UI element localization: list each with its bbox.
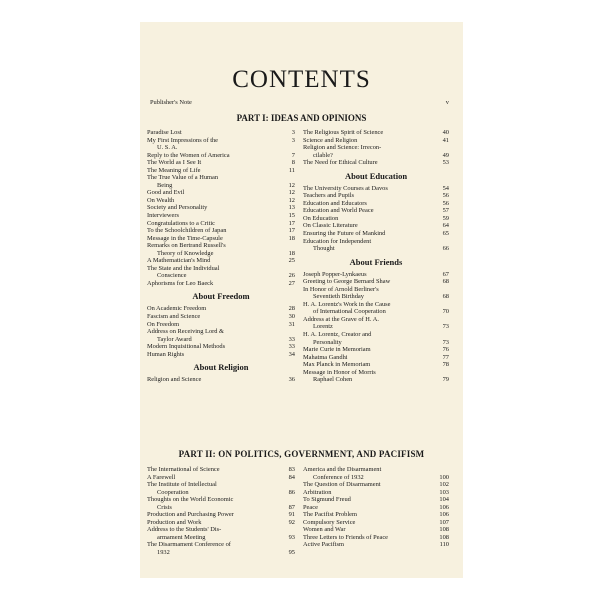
toc-entry-title: Address to the Students' Dis- bbox=[147, 526, 222, 534]
toc-entry bbox=[147, 189, 295, 197]
part-one-heading: PART I: IDEAS AND OPINIONS bbox=[236, 113, 367, 123]
toc-entry bbox=[303, 271, 449, 279]
toc-entry-title: Arbitration bbox=[303, 488, 332, 496]
toc-entry-title: Personality bbox=[313, 338, 342, 346]
toc-entry-title: Seventieth Birthday bbox=[313, 293, 364, 301]
toc-entry-title: Thought bbox=[313, 245, 335, 253]
toc-entry bbox=[147, 182, 295, 190]
toc-entry bbox=[303, 346, 449, 354]
toc-entry-title: In Honor of Arnold Berliner's bbox=[303, 285, 379, 293]
toc-entry bbox=[303, 245, 449, 253]
toc-entry bbox=[303, 519, 449, 527]
about-freedom-heading: About Freedom bbox=[192, 291, 250, 302]
toc-entry-title: The Religious Spirit of Science bbox=[303, 129, 384, 136]
toc-entry-page: 108 bbox=[439, 526, 449, 534]
toc-entry-title: Modern Inquisitional Methods bbox=[147, 343, 226, 351]
toc-entry bbox=[303, 489, 449, 497]
toc-entry-page: 106 bbox=[439, 511, 449, 519]
toc-entry-page: 95 bbox=[288, 549, 295, 557]
toc-entry bbox=[147, 137, 295, 145]
toc-entry-page: 110 bbox=[439, 541, 449, 549]
part-two-left-column bbox=[147, 466, 295, 557]
about-education-heading: About Education bbox=[344, 170, 408, 181]
toc-entry-title: Ensuring the Future of Mankind bbox=[303, 230, 386, 238]
toc-entry bbox=[147, 343, 295, 351]
toc-entry-title: Education for Independent bbox=[303, 237, 372, 245]
toc-entry bbox=[147, 197, 295, 205]
toc-entry bbox=[147, 474, 295, 482]
toc-entry bbox=[147, 511, 295, 519]
toc-entry-title: Three Letters to Friends of Peace bbox=[303, 533, 388, 541]
about-religion-heading: About Religion bbox=[193, 362, 249, 373]
toc-entry-page: 86 bbox=[288, 488, 295, 496]
toc-entry-page: 59 bbox=[442, 214, 449, 222]
toc-entry bbox=[147, 242, 295, 250]
toc-entry bbox=[303, 293, 449, 301]
toc-entry-title: On Classic Literature bbox=[303, 222, 358, 230]
toc-entry bbox=[303, 144, 449, 152]
toc-entry-page: 41 bbox=[442, 136, 449, 144]
toc-entry-title: H. A. Lorentz, Creator and bbox=[303, 331, 372, 339]
part-two-right-list bbox=[303, 466, 449, 549]
toc-entry-title: cilable? bbox=[313, 151, 333, 159]
toc-entry bbox=[303, 308, 449, 316]
toc-entry-title: The World as I See It bbox=[147, 159, 202, 167]
page-title: CONTENTS bbox=[232, 66, 371, 93]
toc-entry bbox=[147, 212, 295, 220]
toc-entry-title: Address at the Grave of H. A. bbox=[303, 315, 379, 323]
toc-entry-title: Teachers and Pupils bbox=[303, 192, 355, 200]
toc-entry-page: 100 bbox=[439, 473, 449, 481]
toc-entry-title: The Pacifist Problem bbox=[303, 511, 357, 519]
toc-entry-title: America and the Disarmament bbox=[303, 466, 382, 473]
toc-entry bbox=[303, 361, 449, 369]
toc-entry bbox=[303, 354, 449, 362]
toc-entry-title: The State and the Individual bbox=[147, 264, 220, 272]
book-page bbox=[140, 22, 463, 578]
toc-entry bbox=[303, 504, 449, 512]
toc-entry-title: Joseph Popper-Lynkaeus bbox=[303, 270, 367, 278]
toc-entry-page: 106 bbox=[439, 503, 449, 511]
part-two-heading: PART II: ON POLITICS, GOVERNMENT, AND PACIFISM bbox=[178, 449, 425, 459]
toc-entry-title: To Sigmund Freud bbox=[303, 496, 351, 504]
toc-entry bbox=[147, 129, 295, 137]
toc-entry bbox=[303, 200, 449, 208]
part-one-left-column bbox=[147, 129, 295, 384]
toc-entry bbox=[147, 541, 295, 549]
toc-entry bbox=[303, 129, 449, 137]
toc-entry-page: 73 bbox=[442, 323, 449, 331]
toc-entry-page: 83 bbox=[288, 466, 295, 473]
toc-entry-page: 17 bbox=[288, 219, 295, 227]
toc-entry-page: 107 bbox=[439, 518, 449, 526]
toc-entry-page: 15 bbox=[288, 212, 295, 220]
toc-entry-title: Education and Educators bbox=[303, 199, 367, 207]
toc-entry-title: Conference of 1932 bbox=[313, 473, 364, 481]
toc-entry bbox=[303, 192, 449, 200]
toc-entry-title: On Education bbox=[303, 214, 339, 222]
toc-entry-title: On Academic Freedom bbox=[147, 305, 207, 313]
toc-entry-title: Congratulations to a Critic bbox=[147, 219, 215, 227]
toc-entry-page: 67 bbox=[442, 270, 449, 278]
toc-entry-page: 93 bbox=[288, 533, 295, 541]
toc-entry bbox=[147, 481, 295, 489]
toc-entry-page: 91 bbox=[288, 511, 295, 519]
toc-entry-title: Education and World Peace bbox=[303, 207, 374, 215]
toc-entry-title: Raphael Cohen bbox=[313, 376, 353, 384]
toc-entry bbox=[303, 526, 449, 534]
toc-entry-title: Cooperation bbox=[157, 488, 189, 496]
toc-entry bbox=[303, 331, 449, 339]
toc-entry bbox=[147, 159, 295, 167]
toc-entry bbox=[303, 496, 449, 504]
toc-entry-page: 79 bbox=[442, 376, 449, 384]
toc-entry bbox=[147, 152, 295, 160]
toc-entry-title: A Mathematician's Mind bbox=[147, 257, 211, 265]
toc-entry-page: 33 bbox=[288, 335, 295, 343]
toc-entry-title: Compulsory Service bbox=[303, 518, 356, 526]
toc-entry-title: Production and Purchasing Power bbox=[147, 511, 234, 519]
part-one-left-list bbox=[147, 129, 295, 287]
toc-entry-page: 56 bbox=[442, 199, 449, 207]
toc-entry-page: 70 bbox=[442, 308, 449, 316]
toc-entry-title: Crisis bbox=[157, 503, 172, 511]
about-freedom-list bbox=[147, 305, 295, 358]
toc-entry-title: Science and Religion bbox=[303, 136, 358, 144]
about-friends-list bbox=[303, 271, 449, 384]
toc-entry bbox=[303, 185, 449, 193]
toc-entry bbox=[303, 137, 449, 145]
toc-entry bbox=[303, 238, 449, 246]
toc-entry-page: 11 bbox=[288, 166, 295, 174]
toc-entry bbox=[147, 257, 295, 265]
part-two-left-list bbox=[147, 466, 295, 557]
toc-entry-title: Conscience bbox=[157, 272, 187, 280]
toc-entry-title: Religion and Science: Irrecon- bbox=[303, 144, 382, 152]
toc-entry-title: The International of Science bbox=[147, 466, 220, 473]
toc-entry-page: 3 bbox=[291, 136, 295, 144]
toc-entry-title: The Disarmament Conference of bbox=[147, 541, 231, 549]
toc-entry-title: Religion and Science bbox=[147, 376, 202, 384]
toc-entry bbox=[147, 235, 295, 243]
toc-entry bbox=[147, 305, 295, 313]
toc-entry bbox=[147, 220, 295, 228]
toc-entry-page: 57 bbox=[442, 207, 449, 215]
toc-entry-title: Mahatma Gandhi bbox=[303, 353, 348, 361]
toc-entry-page: 68 bbox=[442, 293, 449, 301]
toc-entry bbox=[147, 280, 295, 288]
toc-entry bbox=[147, 144, 295, 152]
toc-entry-title: H. A. Lorentz's Work in the Cause bbox=[303, 300, 391, 308]
toc-entry-page: 13 bbox=[288, 204, 295, 212]
toc-entry-title: On Freedom bbox=[147, 320, 180, 328]
toc-entry-title: Thoughts on the World Economic bbox=[147, 496, 234, 504]
toc-entry bbox=[147, 250, 295, 258]
toc-entry-title: The Meaning of Life bbox=[147, 166, 201, 174]
toc-entry-page: 40 bbox=[442, 129, 449, 136]
toc-entry-page: 8 bbox=[291, 159, 295, 167]
toc-entry bbox=[303, 369, 449, 377]
toc-entry bbox=[147, 549, 295, 557]
toc-entry-page: 12 bbox=[288, 196, 295, 204]
toc-entry-page: 3 bbox=[291, 129, 295, 136]
toc-entry bbox=[303, 339, 449, 347]
toc-entry-title: The Institute of Intellectual bbox=[147, 481, 217, 489]
toc-entry bbox=[147, 489, 295, 497]
toc-entry bbox=[303, 474, 449, 482]
about-education-list bbox=[303, 185, 449, 253]
toc-entry bbox=[303, 376, 449, 384]
toc-entry-title: On Wealth bbox=[147, 196, 175, 204]
toc-entry-title: Being bbox=[157, 181, 173, 189]
toc-entry bbox=[147, 321, 295, 329]
toc-entry-title: Human Rights bbox=[147, 350, 185, 358]
toc-entry-title: armament Meeting bbox=[157, 533, 206, 541]
toc-entry-title: Society and Personality bbox=[147, 204, 208, 212]
toc-entry-page: 84 bbox=[288, 473, 295, 481]
toc-entry-title: Women and War bbox=[303, 526, 346, 534]
toc-entry-title: Interviewers bbox=[147, 212, 179, 220]
toc-entry-page: 17 bbox=[288, 227, 295, 235]
toc-entry-page: 54 bbox=[442, 184, 449, 192]
toc-entry-page: 34 bbox=[288, 350, 295, 358]
toc-entry-title: Lorentz bbox=[313, 323, 333, 331]
part-two-right-column bbox=[303, 466, 449, 549]
toc-entry-title: Message in the Time-Capsule bbox=[147, 234, 223, 242]
toc-entry bbox=[147, 336, 295, 344]
toc-entry-title: 1932 bbox=[157, 549, 170, 557]
toc-entry bbox=[147, 272, 295, 280]
toc-entry-title: Paradise Lost bbox=[147, 129, 182, 136]
toc-entry-page: 12 bbox=[288, 189, 295, 197]
toc-entry-title: Good and Evil bbox=[147, 189, 185, 197]
toc-entry bbox=[303, 278, 449, 286]
toc-entry-page: 7 bbox=[291, 151, 295, 159]
publishers-note-label: Publisher's Note bbox=[150, 99, 192, 106]
toc-entry-page: 56 bbox=[442, 192, 449, 200]
toc-entry-page: 49 bbox=[442, 151, 449, 159]
toc-entry-page: 53 bbox=[442, 159, 449, 167]
toc-entry bbox=[303, 230, 449, 238]
about-religion-list bbox=[147, 376, 295, 384]
toc-entry-title: The Question of Disarmament bbox=[303, 481, 381, 489]
toc-entry-page: 108 bbox=[439, 533, 449, 541]
toc-entry-title: Max Planck in Memoriam bbox=[303, 361, 371, 369]
toc-entry-title: Greeting to George Bernard Shaw bbox=[303, 278, 391, 286]
toc-entry-title: The University Courses at Davos bbox=[303, 184, 388, 192]
toc-entry bbox=[303, 541, 449, 549]
toc-entry-title: Marie Curie in Memoriam bbox=[303, 346, 371, 354]
toc-entry-title: Active Pacifism bbox=[303, 541, 344, 549]
toc-entry-page: 92 bbox=[288, 518, 295, 526]
toc-entry-page: 26 bbox=[288, 272, 295, 280]
toc-entry-title: The Need for Ethical Culture bbox=[303, 159, 378, 167]
toc-entry-page: 31 bbox=[288, 320, 295, 328]
toc-entry bbox=[147, 376, 295, 384]
toc-entry-page: 77 bbox=[442, 353, 449, 361]
toc-entry bbox=[147, 534, 295, 542]
toc-entry-page: 18 bbox=[288, 234, 295, 242]
toc-entry bbox=[147, 519, 295, 527]
toc-entry-page: 104 bbox=[439, 496, 449, 504]
toc-entry bbox=[147, 526, 295, 534]
publishers-note-entry bbox=[150, 99, 449, 106]
toc-entry-title: of International Cooperation bbox=[313, 308, 386, 316]
toc-entry-page: 27 bbox=[288, 279, 295, 287]
toc-entry bbox=[303, 534, 449, 542]
toc-entry-page: 103 bbox=[439, 488, 449, 496]
about-friends-heading: About Friends bbox=[349, 256, 403, 267]
toc-entry-title: U. S. A. bbox=[157, 144, 178, 152]
toc-entry-page: 30 bbox=[288, 313, 295, 321]
toc-entry bbox=[303, 152, 449, 160]
toc-entry bbox=[147, 351, 295, 359]
toc-entry-page: 33 bbox=[288, 343, 295, 351]
toc-entry bbox=[147, 265, 295, 273]
toc-entry-title: Taylor Award bbox=[157, 335, 192, 343]
toc-entry bbox=[303, 215, 449, 223]
toc-entry-page: 87 bbox=[288, 503, 295, 511]
toc-entry-title: Fascism and Science bbox=[147, 313, 201, 321]
toc-entry-title: Address on Receiving Lord & bbox=[147, 328, 225, 336]
toc-entry bbox=[147, 204, 295, 212]
toc-entry-page: 65 bbox=[442, 230, 449, 238]
toc-entry-page: 36 bbox=[288, 376, 295, 384]
toc-entry bbox=[303, 301, 449, 309]
toc-entry bbox=[303, 207, 449, 215]
toc-entry bbox=[303, 316, 449, 324]
toc-entry-title: Peace bbox=[303, 503, 318, 511]
toc-entry bbox=[147, 174, 295, 182]
toc-entry-page: 28 bbox=[288, 305, 295, 313]
part-one-right-column bbox=[303, 129, 449, 384]
toc-entry-page: 73 bbox=[442, 338, 449, 346]
toc-entry-title: Theory of Knowledge bbox=[157, 249, 214, 257]
toc-entry bbox=[303, 286, 449, 294]
part-one-right-list bbox=[303, 129, 449, 167]
toc-entry-title: Message in Honor of Morris bbox=[303, 368, 376, 376]
toc-entry bbox=[147, 227, 295, 235]
toc-entry bbox=[147, 466, 295, 474]
toc-entry-page: 66 bbox=[442, 245, 449, 253]
toc-entry-title: The True Value of a Human bbox=[147, 174, 219, 182]
toc-entry-page: 102 bbox=[439, 481, 449, 489]
toc-entry-page: 76 bbox=[442, 346, 449, 354]
toc-entry-title: Aphorisms for Leo Baeck bbox=[147, 279, 214, 287]
toc-entry-title: My First Impressions of the bbox=[147, 136, 219, 144]
toc-entry-page: 25 bbox=[288, 257, 295, 265]
toc-entry-title: Remarks on Bertrand Russell's bbox=[147, 242, 226, 250]
toc-entry bbox=[303, 481, 449, 489]
toc-entry-title: Production and Work bbox=[147, 518, 202, 526]
toc-entry bbox=[303, 511, 449, 519]
toc-entry bbox=[147, 313, 295, 321]
toc-entry-title: Reply to the Women of America bbox=[147, 151, 230, 159]
toc-entry bbox=[303, 222, 449, 230]
toc-entry-page: 78 bbox=[442, 361, 449, 369]
toc-entry-title: To the Schoolchildren of Japan bbox=[147, 227, 227, 235]
toc-entry bbox=[147, 328, 295, 336]
toc-entry-page: 12 bbox=[288, 181, 295, 189]
toc-entry bbox=[303, 323, 449, 331]
toc-entry bbox=[147, 496, 295, 504]
publishers-note-page: v bbox=[445, 99, 449, 106]
toc-entry bbox=[147, 167, 295, 175]
toc-entry-page: 18 bbox=[288, 249, 295, 257]
toc-entry bbox=[147, 504, 295, 512]
toc-entry bbox=[303, 466, 449, 474]
toc-entry-page: 68 bbox=[442, 278, 449, 286]
toc-entry-title: A Farewell bbox=[147, 473, 176, 481]
toc-entry-page: 64 bbox=[442, 222, 449, 230]
toc-entry bbox=[303, 159, 449, 167]
